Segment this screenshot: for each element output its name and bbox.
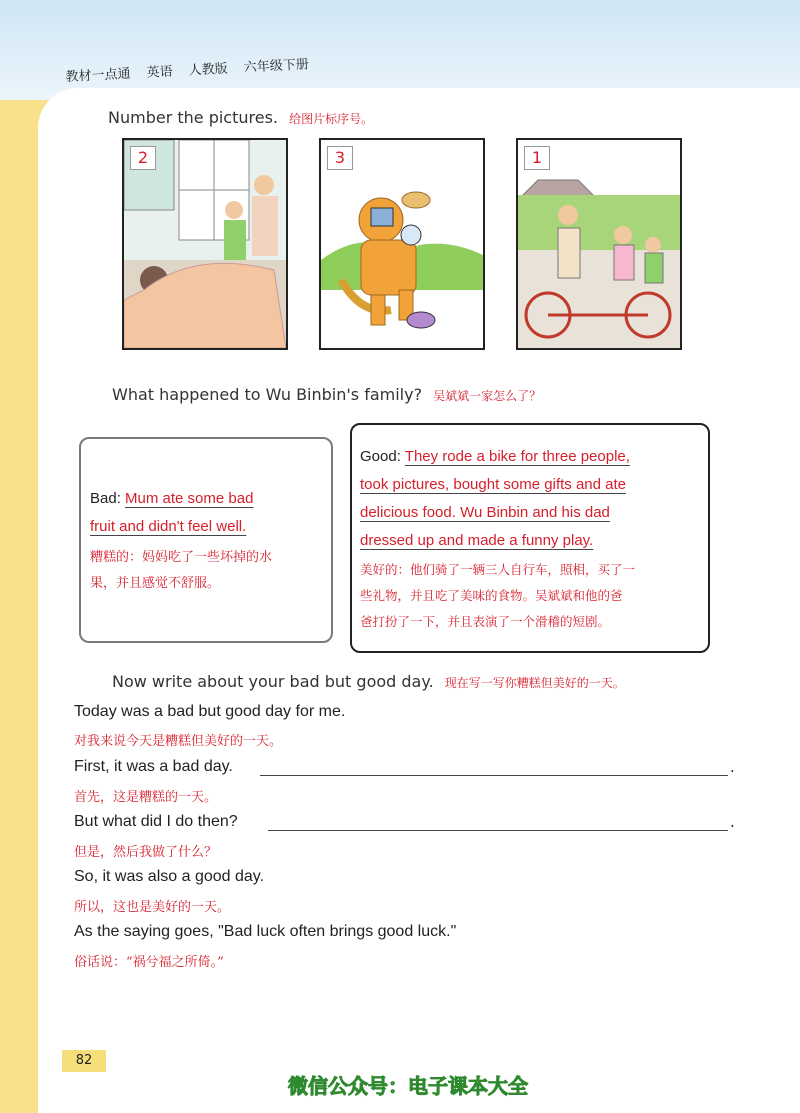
picture-number: 1 [524, 146, 550, 170]
page-number: 82 [62, 1050, 106, 1072]
instruction-en: Number the pictures. [108, 108, 279, 127]
question-cn: 吴斌斌一家怎么了？ [433, 389, 542, 403]
bad-answer-box [79, 437, 333, 643]
header-grade: 六年级下册 [243, 57, 310, 76]
write-day-instruction [112, 672, 625, 691]
good-answer-text3: delicious food. Wu Binbin and his dad [360, 504, 610, 521]
writing-line-5-cn: 俗话说：“祸兮福之所倚。” [74, 955, 224, 970]
good-translation-line3: 爸打扮了一下，并且表演了一个滑稽的短剧。 [360, 614, 611, 629]
good-answer-line1 [360, 448, 630, 465]
writing-line-1-cn: 对我来说今天是糟糕但美好的一天。 [74, 734, 283, 749]
number-pictures-instruction [108, 108, 373, 127]
picture-robot-dog [319, 138, 485, 350]
period-1: . [730, 758, 735, 776]
picture-hospital [122, 138, 288, 350]
instruction-cn: 现在写一写你糟糕但美好的一天。 [444, 676, 625, 690]
good-translation-line2: 些礼物，并且吃了美味的食物。吴斌斌和他的爸 [360, 588, 623, 603]
bad-answer-text1: Mum ate some bad [125, 490, 254, 507]
bad-answer-text2: fruit and didn't feel well. [90, 518, 247, 535]
bad-label: Bad: [90, 490, 121, 507]
header-book: 教材一点通 [65, 66, 131, 85]
picture-number: 3 [327, 146, 353, 170]
writing-line-4-en: So, it was also a good day. [74, 868, 265, 885]
picture-tandem-bike [516, 138, 682, 350]
good-translation-line1: 美好的：他们骑了一辆三人自行车，照相，买了一 [360, 562, 636, 577]
writing-line-3-en: But what did I do then? [74, 813, 238, 830]
answer-blank-1[interactable] [260, 775, 728, 776]
what-happened-question [112, 385, 541, 404]
robot-dog-illustration [321, 140, 483, 348]
question-en: What happened to Wu Binbin's family? [112, 385, 423, 404]
writing-line-4-cn: 所以，这也是美好的一天。 [74, 900, 231, 915]
writing-line-5-en: As the saying goes, "Bad luck often brings good luck." [74, 923, 457, 940]
good-answer-text1: They rode a bike for three people, [404, 448, 630, 465]
tandem-bike-illustration [518, 140, 680, 348]
writing-line-1-en: Today was a bad but good day for me. [74, 703, 346, 720]
period-2: . [730, 813, 735, 831]
instruction-en: Now write about your bad but good day. [112, 672, 434, 691]
bad-translation-line1: 糟糕的：妈妈吃了一些坏掉的水 [90, 550, 273, 565]
bad-translation-line2: 果，并且感觉不舒服。 [90, 576, 221, 591]
bad-answer-line1 [90, 490, 253, 507]
writing-line-2-cn: 首先，这是糟糕的一天。 [74, 790, 218, 805]
header-edition: 人教版 [188, 61, 229, 79]
answer-blank-2[interactable] [268, 830, 728, 831]
footer-watermark: 微信公众号：电子课本大全 [288, 1074, 528, 1098]
writing-line-3-cn: 但是，然后我做了什么？ [74, 845, 218, 860]
good-answer-text4: dressed up and made a funny play. [360, 532, 594, 549]
hospital-illustration [124, 140, 286, 348]
writing-line-2-en: First, it was a bad day. [74, 758, 233, 775]
picture-number: 2 [130, 146, 156, 170]
good-label: Good: [360, 448, 401, 465]
good-answer-text2: took pictures, bought some gifts and ate [360, 476, 626, 493]
instruction-cn: 给图片标序号。 [289, 112, 374, 126]
header-subject: 英语 [146, 64, 174, 81]
